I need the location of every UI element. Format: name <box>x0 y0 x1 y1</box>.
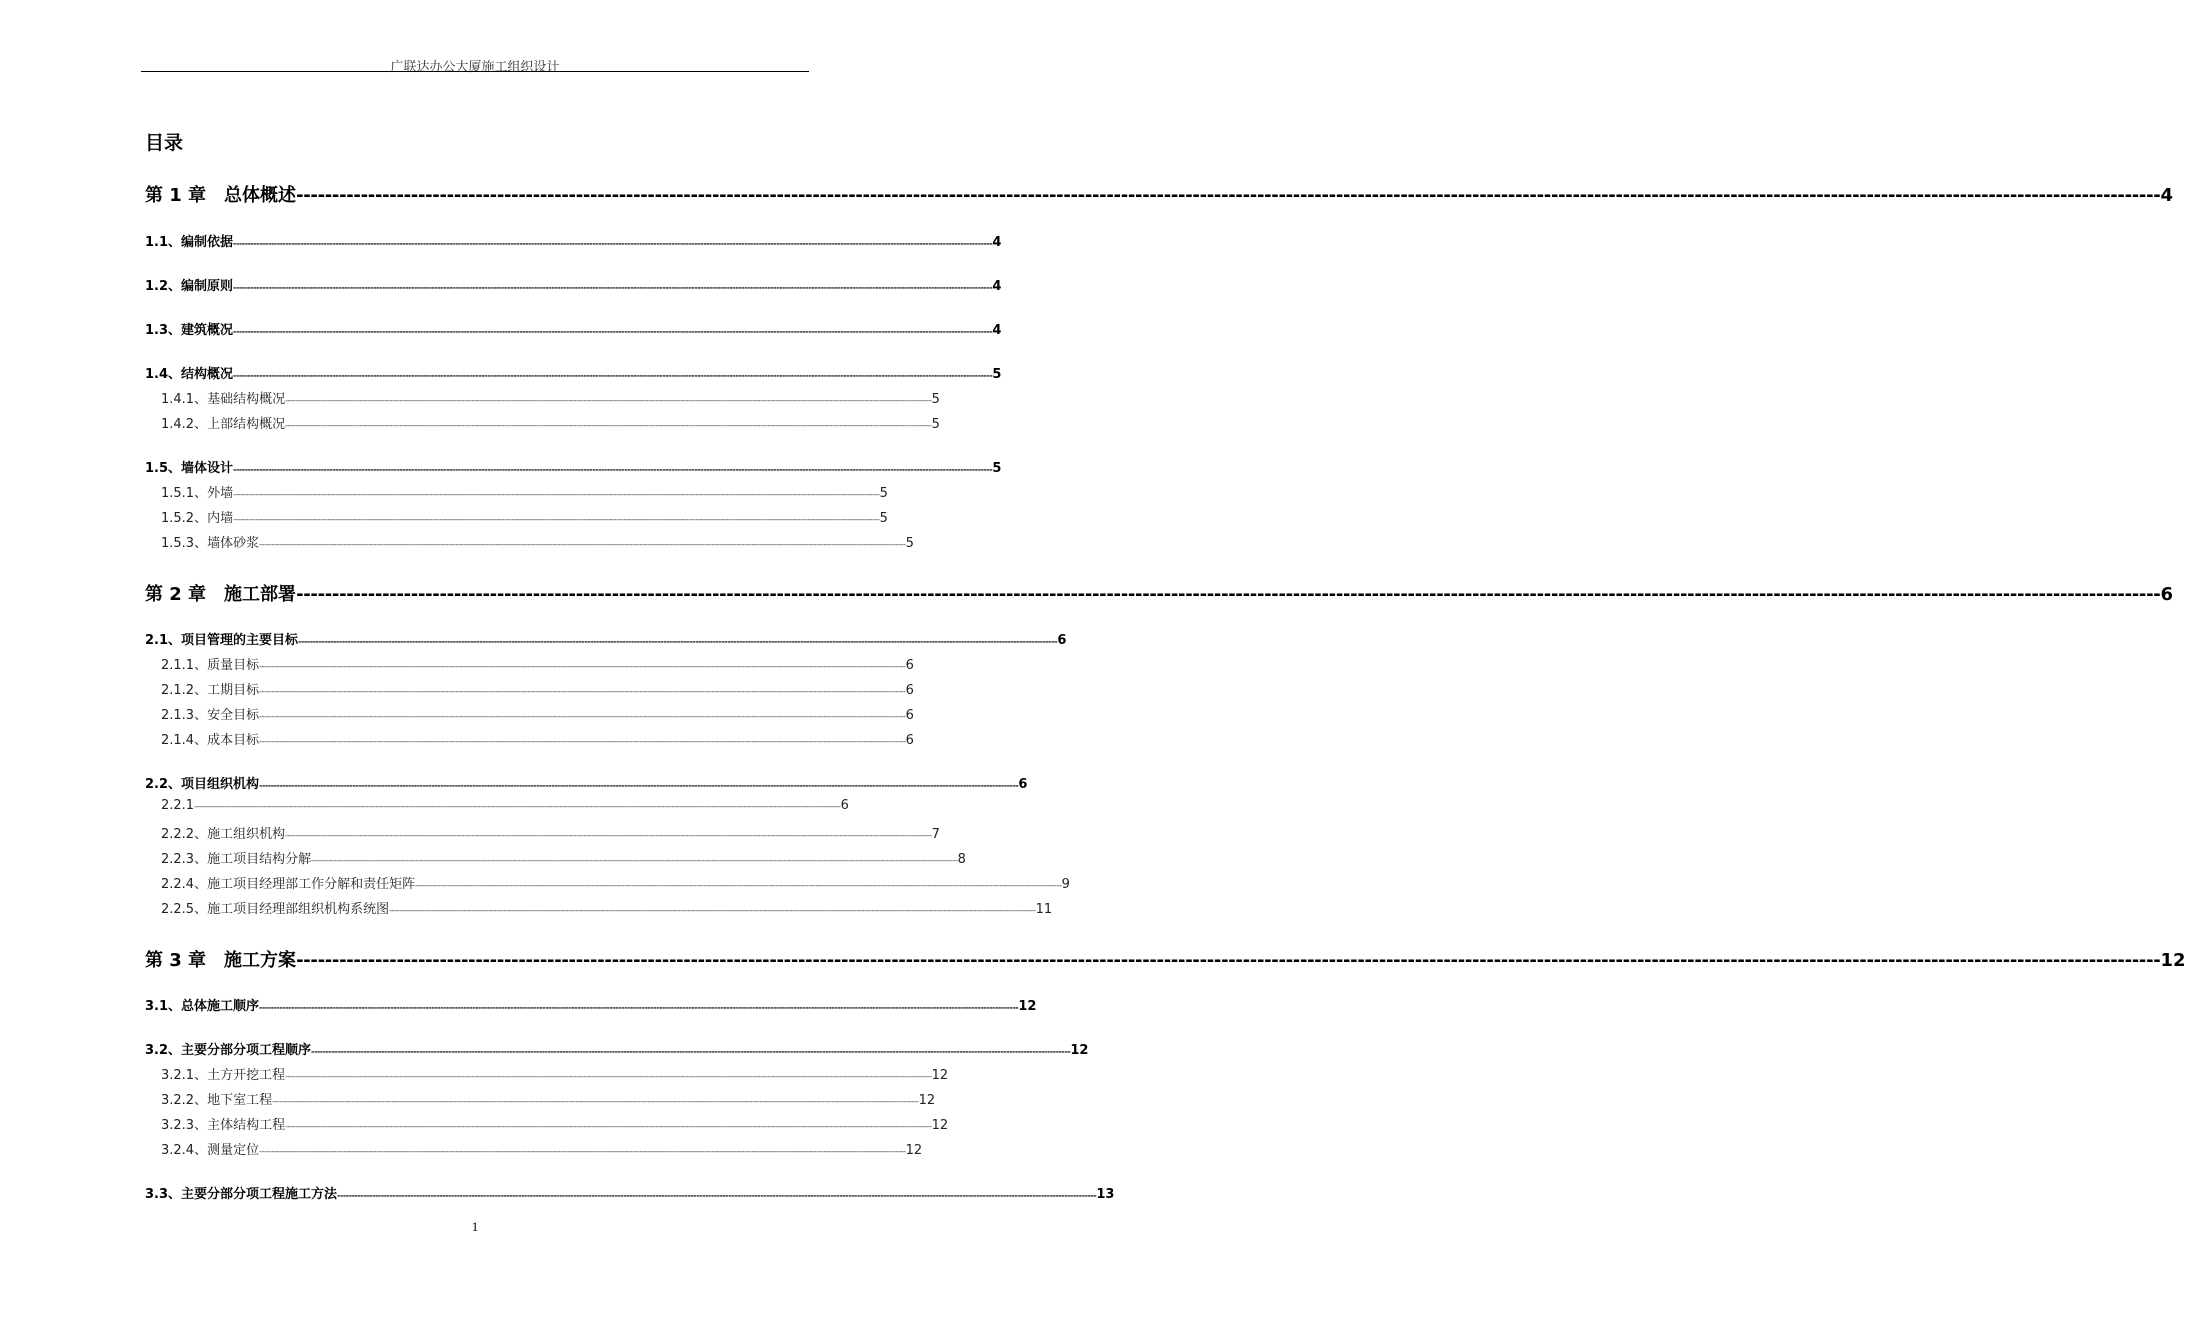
toc-entry-title: 2.2、项目组织机构 <box>145 777 260 792</box>
toc-entry-sub[interactable] <box>161 507 888 526</box>
toc-entry-title: 2.1、项目管理的主要目标 <box>145 633 299 648</box>
toc-entry-page: 6 <box>1018 777 1028 792</box>
toc-entry-page: 5 <box>879 486 888 501</box>
toc-dot-leader: -------------------------------------------------------------------------------------------------------------------------------------------------------------------------------------------------------------------------------------------------------------------- <box>285 396 932 405</box>
toc-entry-section[interactable] <box>145 1183 1115 1202</box>
toc-entry-chapter[interactable] <box>145 946 2186 972</box>
toc-entry-section[interactable] <box>145 275 1002 294</box>
toc-entry-title: 3.2.1、土方开挖工程 <box>161 1068 286 1083</box>
toc-entry-page: 7 <box>931 827 940 842</box>
toc-entry-title: 3.2、主要分部分项工程顺序 <box>145 1043 312 1058</box>
toc-entry-page: 12 <box>2160 950 2186 971</box>
toc-entry-title: 1.4.2、上部结构概况 <box>161 417 286 432</box>
toc-entry-sub[interactable] <box>161 1114 949 1133</box>
toc-entry-sub[interactable] <box>161 482 888 501</box>
toc-dot-leader: -------------------------------------------------------------------------------------------------------------------------------------------------------------------------------------------------------------------------------------------------------------------- <box>285 831 932 840</box>
toc-dot-leader: -------------------------------------------------------------------------------------------------------------------------------------------------------------------------------------------------------------------------------------------------------------------- <box>311 856 958 865</box>
toc-entry-page: 11 <box>1035 902 1053 917</box>
toc-dot-leader: -------------------------------------------------------------------------------------------------------------------------------------------------------------------------------------------------------------------------------------------------------------------- <box>285 1072 932 1081</box>
toc-entry-page: 5 <box>905 536 914 551</box>
toc-entry-section[interactable] <box>145 995 1037 1014</box>
toc-entry-title: 1.4、结构概况 <box>145 367 234 382</box>
toc-entry-page: 8 <box>957 852 966 867</box>
toc-entry-page: 5 <box>931 417 940 432</box>
toc-entry-chapter[interactable] <box>145 580 2173 606</box>
toc-entry-title: 1.2、编制原则 <box>145 279 234 294</box>
toc-entry-page: 5 <box>879 511 888 526</box>
header-divider <box>141 71 809 72</box>
toc-entry-title: 2.2.2、施工组织机构 <box>161 827 286 842</box>
toc-entry-page: 12 <box>918 1093 936 1108</box>
toc-entry-page: 4 <box>992 323 1002 338</box>
toc-entry-page: 12 <box>1018 999 1037 1014</box>
toc-dot-leader: -------------------------------------------------------------------------------------------------------------------------------------------------------------------------------------------------------------------------------------------------------------------- <box>272 1097 919 1106</box>
toc-dot-leader: -------------------------------------------------------------------------------------------------------------------------------------------------------------------------------------------------------------------------------------------------------------------- <box>259 1147 906 1156</box>
toc-entry-title: 1.5.2、内墙 <box>161 511 234 526</box>
toc-dot-leader: -------------------------------------------------------------------------------------------------------------------------------------------------------------------------------------------------------------------------------------------------------------------- <box>233 490 880 499</box>
toc-entry-page: 6 <box>905 658 914 673</box>
toc-entry-title: 1.5、墙体设计 <box>145 461 234 476</box>
toc-entry-chapter[interactable] <box>145 181 2173 207</box>
toc-dot-leader: -------------------------------------------------------------------------------------------------------------------------------------------------------------------------------------------------------------------------------------------------------------------- <box>233 327 993 336</box>
toc-entry-page: 5 <box>992 367 1002 382</box>
toc-dot-leader: -------------------------------------------------------------------------------------------------------------------------------------------------------------------------------------------------------------------------------------------------------------------- <box>233 515 880 524</box>
toc-entry-title: 1.3、建筑概况 <box>145 323 234 338</box>
toc-dot-leader: -------------------------------------------------------------------------------------------------------------------------------------------------------------------------------------------------------------------------------------------------------------------- <box>259 1003 1019 1012</box>
toc-entry-title: 第 3 章 施工方案 <box>145 950 297 971</box>
toc-dot-leader: -------------------------------------------------------------------------------------------------------------------------------------------------------------------------------------------------------------------------------------------------------------------- <box>233 283 993 292</box>
toc-entry-section[interactable] <box>145 319 1002 338</box>
toc-entry-sub[interactable] <box>161 848 966 867</box>
toc-heading: 目录 <box>145 132 184 154</box>
toc-entry-page: 6 <box>905 733 914 748</box>
toc-entry-sub[interactable] <box>161 679 914 698</box>
toc-dot-leader: -------------------------------------------------------------------------------------------------------------------------------------------------------------------------------------------------------------------------------------------------------------------- <box>415 881 1062 890</box>
toc-entry-page: 12 <box>1070 1043 1089 1058</box>
toc-dot-leader: -------------------------------------------------------------------------------------------------------------------------------------------------------------------------------------------------------------------------------------------------------------------- <box>233 465 993 474</box>
toc-entry-title: 第 1 章 总体概述 <box>145 185 297 206</box>
toc-entry-title: 2.1.3、安全目标 <box>161 708 260 723</box>
toc-entry-section[interactable] <box>145 363 1002 382</box>
toc-dot-leader: -------------------------------------------------------------------------------------------------------------------------------------------------------------------------------------------------------------------------------------------------------------------- <box>296 950 2161 971</box>
toc-dot-leader: -------------------------------------------------------------------------------------------------------------------------------------------------------------------------------------------------------------------------------------------------------------------- <box>259 687 906 696</box>
toc-entry-title: 2.1.1、质量目标 <box>161 658 260 673</box>
toc-entry-sub[interactable] <box>161 1064 949 1083</box>
toc-entry-title: 1.1、编制依据 <box>145 235 234 250</box>
toc-entry-section[interactable] <box>145 773 1028 792</box>
toc-dot-leader: -------------------------------------------------------------------------------------------------------------------------------------------------------------------------------------------------------------------------------------------------------------------- <box>298 637 1058 646</box>
toc-entry-section[interactable] <box>145 457 1002 476</box>
toc-dot-leader: -------------------------------------------------------------------------------------------------------------------------------------------------------------------------------------------------------------------------------------------------------------------- <box>296 185 2161 206</box>
toc-entry-title: 3.3、主要分部分项工程施工方法 <box>145 1187 338 1202</box>
toc-entry-page: 5 <box>992 461 1002 476</box>
toc-entry-page: 6 <box>2160 584 2173 605</box>
toc-dot-leader: -------------------------------------------------------------------------------------------------------------------------------------------------------------------------------------------------------------------------------------------------------------------- <box>285 1122 932 1131</box>
toc-entry-title: 1.4.1、基础结构概况 <box>161 392 286 407</box>
toc-entry-sub[interactable] <box>161 413 940 432</box>
toc-entry-title: 2.2.3、施工项目结构分解 <box>161 852 312 867</box>
toc-dot-leader: -------------------------------------------------------------------------------------------------------------------------------------------------------------------------------------------------------------------------------------------------------------------- <box>296 584 2161 605</box>
toc-dot-leader: -------------------------------------------------------------------------------------------------------------------------------------------------------------------------------------------------------------------------------------------------------------------- <box>311 1047 1071 1056</box>
toc-dot-leader: -------------------------------------------------------------------------------------------------------------------------------------------------------------------------------------------------------------------------------------------------------------------- <box>259 781 1019 790</box>
toc-entry-page: 4 <box>992 235 1002 250</box>
toc-entry-page: 4 <box>992 279 1002 294</box>
toc-entry-sub[interactable] <box>161 798 849 813</box>
toc-entry-page: 6 <box>840 798 849 813</box>
toc-entry-page: 12 <box>931 1068 949 1083</box>
toc-dot-leader: -------------------------------------------------------------------------------------------------------------------------------------------------------------------------------------------------------------------------------------------------------------------- <box>233 371 993 380</box>
toc-entry-title: 1.5.3、墙体砂浆 <box>161 536 260 551</box>
toc-entry-sub[interactable] <box>161 729 914 748</box>
toc-entry-page: 5 <box>931 392 940 407</box>
toc-entry-sub[interactable] <box>161 823 940 842</box>
toc-entry-sub[interactable] <box>161 873 1070 892</box>
toc-entry-sub[interactable] <box>161 388 940 407</box>
toc-entry-section[interactable] <box>145 1039 1089 1058</box>
toc-entry-title: 3.2.3、主体结构工程 <box>161 1118 286 1133</box>
toc-entry-sub[interactable] <box>161 704 914 723</box>
toc-entry-title: 3.2.4、测量定位 <box>161 1143 260 1158</box>
toc-entry-section[interactable] <box>145 629 1067 648</box>
toc-entry-sub[interactable] <box>161 532 914 551</box>
toc-entry-title: 3.1、总体施工顺序 <box>145 999 260 1014</box>
toc-entry-title: 2.2.1 <box>161 798 195 813</box>
toc-dot-leader: -------------------------------------------------------------------------------------------------------------------------------------------------------------------------------------------------------------------------------------------------------------------- <box>337 1191 1097 1200</box>
toc-entry-page: 6 <box>1057 633 1067 648</box>
toc-entry-section[interactable] <box>145 231 1002 250</box>
toc-dot-leader: -------------------------------------------------------------------------------------------------------------------------------------------------------------------------------------------------------------------------------------------------------------------- <box>259 540 906 549</box>
running-header-title: 广联达办公大厦施工组织设计 <box>390 60 560 75</box>
toc-dot-leader: -------------------------------------------------------------------------------------------------------------------------------------------------------------------------------------------------------------------------------------------------------------------- <box>389 906 1036 915</box>
toc-entry-sub[interactable] <box>161 898 1053 917</box>
toc-entry-title: 1.5.1、外墙 <box>161 486 234 501</box>
toc-entry-sub[interactable] <box>161 654 914 673</box>
toc-dot-leader: -------------------------------------------------------------------------------------------------------------------------------------------------------------------------------------------------------------------------------------------------------------------- <box>259 662 906 671</box>
toc-dot-leader: -------------------------------------------------------------------------------------------------------------------------------------------------------------------------------------------------------------------------------------------------------------------- <box>259 712 906 721</box>
toc-entry-sub[interactable] <box>161 1139 923 1158</box>
toc-entry-page: 6 <box>905 683 914 698</box>
toc-dot-leader: -------------------------------------------------------------------------------------------------------------------------------------------------------------------------------------------------------------------------------------------------------------------- <box>285 421 932 430</box>
toc-entry-title: 2.2.4、施工项目经理部工作分解和责任矩阵 <box>161 877 416 892</box>
toc-dot-leader: -------------------------------------------------------------------------------------------------------------------------------------------------------------------------------------------------------------------------------------------------------------------- <box>194 802 841 811</box>
toc-entry-title: 第 2 章 施工部署 <box>145 584 297 605</box>
toc-entry-sub[interactable] <box>161 1089 936 1108</box>
toc-entry-title: 2.1.4、成本目标 <box>161 733 260 748</box>
toc-entry-page: 6 <box>905 708 914 723</box>
toc-entry-page: 13 <box>1096 1187 1115 1202</box>
toc-entry-page: 4 <box>2160 185 2173 206</box>
toc-dot-leader: -------------------------------------------------------------------------------------------------------------------------------------------------------------------------------------------------------------------------------------------------------------------- <box>233 239 993 248</box>
toc-entry-page: 12 <box>931 1118 949 1133</box>
toc-entry-page: 9 <box>1061 877 1070 892</box>
toc-entry-title: 2.2.5、施工项目经理部组织机构系统图 <box>161 902 390 917</box>
page-number: 1 <box>471 1219 479 1234</box>
toc-entry-title: 3.2.2、地下室工程 <box>161 1093 273 1108</box>
toc-entry-title: 2.1.2、工期目标 <box>161 683 260 698</box>
toc-dot-leader: -------------------------------------------------------------------------------------------------------------------------------------------------------------------------------------------------------------------------------------------------------------------- <box>259 737 906 746</box>
toc-entry-page: 12 <box>905 1143 923 1158</box>
